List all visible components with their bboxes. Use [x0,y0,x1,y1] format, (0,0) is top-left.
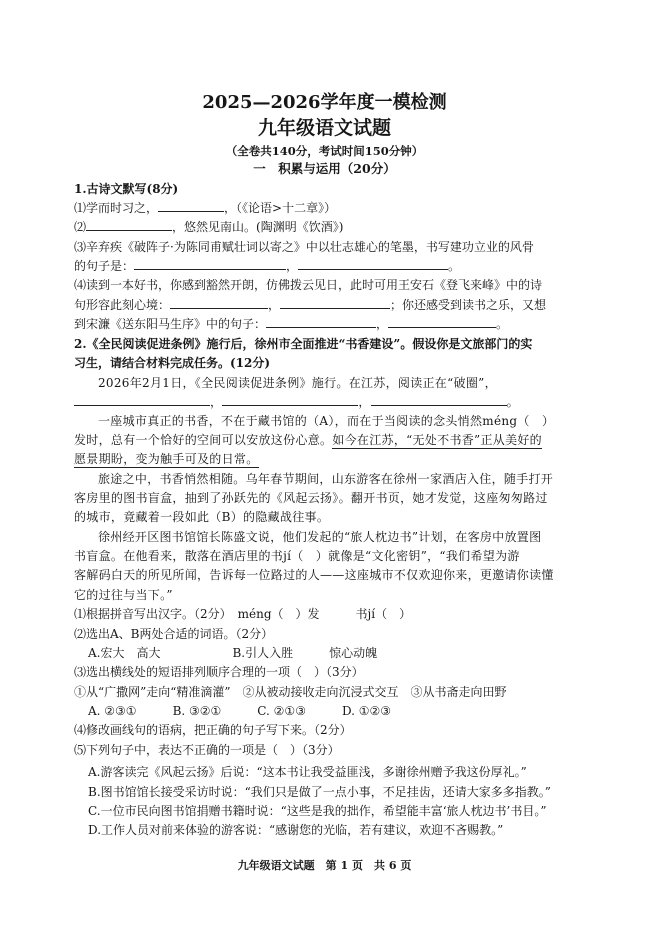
q1-line-2-text-b: ，悠然见南山。(陶渊明《饮酒》) [172,220,344,234]
q2-para-2-text: 发时，总有一个恰好的空间可以安放这份心意。 [74,433,333,447]
option-c: C.一位市民向图书馆捐赠书籍时说：“这些是我的拙作，希望能丰富‘旅人枕边书’书目。” [88,804,547,818]
q2-para-1: 2026年2月1日，《全民阅读促进条例》施行。在江苏，阅读正在“破圈”， [98,376,497,390]
q1-line-4-text-b: ， [286,259,299,273]
sub-question-1: ⑴根据拼音写出汉字。（2分） méng（ ）发 书jí（ ） [74,607,412,621]
q1-line-7-text-b: ， [376,317,389,331]
q1-line-6 [74,296,546,314]
sub-question-2-options: A.宏大 高大 B.引人入胜 惊心动魄 [88,646,378,660]
q2-para-4-line-2: 书盲盒。在他看来，散落在酒店里的书jí（ ）就像是“文化密钥”，“我们希望为游 [74,549,520,563]
q1-line-7-text-c: 。 [496,317,509,331]
q1-line-3: ⑶辛弃疾《破阵子·为陈同甫赋壮词以寄之》中以壮志雄心的笔墨，书写建功立业的风骨 [74,240,534,254]
exam-subtitle: 九年级语文试题 [257,117,391,139]
q2-para-2-line-1: 一座城市真正的书香，不在于藏书馆的（A），而在于当阅读的念头悄然méng（ ） [98,414,555,428]
q2-para-4-line-4: 它的过往与当下。” [74,588,173,602]
sub-question-5: ⑸下列句子中，表达不正确的一项是（ ）（3分） [74,743,340,757]
answer-blank[interactable] [86,218,172,231]
answer-blank[interactable] [371,393,507,406]
q2-para-1-end: 。 [506,395,519,409]
q1-line-6-text-a: 句形容此刻心境： [74,298,171,312]
sub-question-3-items: ①从“广撒网”走向“精准滴灌” ②从被动接收走向沉浸式交互 ③从书斋走向田野 [74,685,507,699]
answer-blank[interactable] [170,296,268,309]
q2-para-3-line-3: 的城市，竟藏着一段如此（B）的隐藏战往事。 [74,510,330,524]
q2-para-4-line-3: 客解码白天的所见所闻，告诉每一位路过的人——这座城市不仅欢迎你来，更邀请你读懂 [74,568,554,582]
answer-blank[interactable] [280,296,390,309]
option-a: A.游客读完《风起云扬》后说：“这本书让我受益匪浅，多谢徐州赠予我这份厚礼。” [88,765,527,779]
q2-para-2-line-2 [74,431,542,449]
answer-blank[interactable] [74,393,210,406]
q1-line-2-text-a: ⑵ [74,220,87,234]
section-heading: 一 积累与运用（20分） [253,161,396,176]
q1-heading: 1.古诗文默写(8分) [74,182,179,196]
q2-para-3-line-1: 旅途之中，书香悄然相随。乌年春节期间，山东游客在徐州一家酒店入住，随手打开 [98,472,554,486]
answer-blank[interactable] [134,257,286,270]
answer-blank[interactable] [222,393,358,406]
exam-title: 2025—2026学年度一模检测 [202,92,447,113]
q1-line-7 [74,315,508,333]
sub-question-2: ⑵选出A、B两处合适的词语。（2分） [74,627,274,641]
q2-para-1-line-2: ， ， 。 [74,393,519,411]
option-b: B.图书馆馆长接受采访时说：“我们只是做了一点小事，不足挂齿，还请大家多多指教。” [88,785,551,799]
q1-line-7-text-a: 到宋濂《送东阳马生序》中的句子： [74,317,267,331]
exam-note: （全卷共140分，考试时间150分钟） [225,144,424,158]
answer-blank[interactable] [158,199,224,212]
underlined-sentence-end: 愿景期盼，变为触手可及的日常。 [74,452,259,466]
answer-blank[interactable] [298,257,448,270]
sub-question-3-options: A. ②③① B. ③②① C. ②①③ D. ①②③ [88,704,392,718]
q2-heading-line-1: 2.《全民阅读促进条例》施行后，徐州市全面推进“书香建设”。假设你是文旅部门的实 [74,337,533,351]
option-d: D.工作人员对前来体验的游客说：“感谢您的光临，若有建议，欢迎不吝赐教。” [88,823,504,837]
sub-question-4: ⑷修改画线句的语病，把正确的句子写下来。（2分） [74,723,352,737]
q1-line-1-text-b: ，（《论语>十二章》） [224,201,337,215]
q1-line-6-text-b: ， [268,298,281,312]
q1-line-2 [74,218,343,236]
q2-para-4-line-1: 徐州经开区图书馆馆长陈盛文说，他们发起的“旅人枕边书”计划，在客房中放置图 [98,530,542,544]
q2-para-2-line-3 [74,450,259,468]
q2-para-3-line-2: 客房里的图书盲盒，抽到了孙跃先的《风起云扬》。翻开书页，她才发觉，这座匆匆路过 [74,491,548,505]
answer-blank[interactable] [266,315,376,328]
q2-heading-line-2: 习生，请结合材料完成任务。(12分) [74,356,271,370]
sub-question-3: ⑶选出横线处的短语排列顺序合理的一项（ ）（3分） [74,665,364,679]
underlined-sentence: 如今在江苏，“无处不书香”正从美好的 [332,433,542,447]
q1-line-4 [74,257,460,275]
page-footer: 九年级语文试题 第 1 页 共 6 页 [237,859,412,872]
answer-blank[interactable] [388,315,496,328]
q1-line-4-text-a: 的句子是： [74,259,135,273]
q1-line-6-text-c: ；你还感受到读书之乐，又想 [390,298,547,312]
q1-line-4-text-c: 。 [448,259,461,273]
q1-line-1 [74,199,336,217]
q1-line-5: ⑷读到一本好书，你感到豁然开朗，仿佛拨云见日，此时可用王安石《登飞来峰》中的诗 [74,278,543,292]
q1-line-1-text-a: ⑴学而时习之， [74,201,159,215]
